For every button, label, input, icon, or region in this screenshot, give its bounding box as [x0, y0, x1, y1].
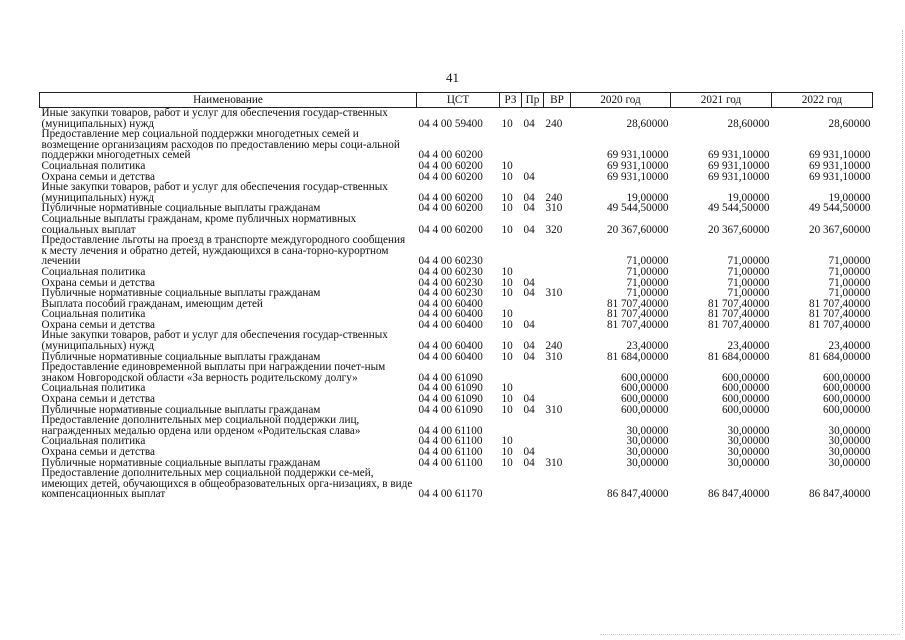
- cell-rz: [500, 468, 522, 500]
- cell-pr: 04: [523, 202, 535, 215]
- cell-2020: 23,40000: [626, 340, 669, 353]
- cell-pr: 04: [523, 191, 535, 204]
- cell-2022: 19,00000: [828, 191, 871, 204]
- table-row: [40, 362, 873, 383]
- cell-pr: [522, 415, 544, 436]
- cell-vr: 310: [545, 403, 563, 416]
- cell-vr: [544, 129, 571, 161]
- cell-2021: 81 707,40000: [707, 297, 770, 310]
- cell-cst: 04 4 00 60200: [418, 159, 483, 172]
- cell-cst: 04 4 00 61100: [418, 435, 483, 448]
- cell-rz: 10: [501, 318, 513, 331]
- cell-rz: 10: [501, 223, 513, 236]
- cell-2021: 30,00000: [727, 435, 770, 448]
- header-rz: РЗ: [500, 93, 522, 108]
- cell-vr: [544, 309, 571, 320]
- cell-2022: 600,00000: [822, 393, 871, 406]
- cell-cst: 04 4 00 61090: [418, 371, 483, 384]
- cell-2022: 69 931,10000: [808, 170, 871, 183]
- cell-2020: 71,00000: [626, 287, 669, 300]
- cell-rz: [500, 235, 522, 267]
- cell-2021: 20 367,60000: [707, 223, 770, 236]
- cell-pr: 04: [523, 340, 535, 353]
- cell-rz: 10: [501, 287, 513, 300]
- table-row: [40, 235, 873, 267]
- budget-table: [39, 92, 873, 500]
- cell-2020: 71,00000: [626, 255, 669, 268]
- cell-2022: 600,00000: [822, 382, 871, 395]
- cell-2021: 28,60000: [727, 117, 770, 130]
- cell-rz: 10: [501, 382, 513, 395]
- cell-2020: 81 707,40000: [606, 308, 669, 321]
- cell-vr: [544, 320, 571, 331]
- cell-name: Предоставление льготы на проезд в транспорте междугородного сообщения к месту лечения и обратно детей, нуждающихся в сана-торно-курортном лечении: [41, 234, 406, 268]
- cell-2022: 81 707,40000: [808, 318, 871, 331]
- cell-2020: 86 847,40000: [606, 488, 669, 501]
- cell-name: Предоставление мер социальной поддержки многодетных семей и возмещение организациям расходов по предоставлению меры соци-альной поддержки многодетных семей: [41, 128, 400, 162]
- page-number: 41: [446, 70, 459, 85]
- header-cst: ЦСТ: [417, 93, 500, 108]
- scan-bottom-mark: [600, 628, 900, 635]
- cell-2022: 81 707,40000: [808, 308, 871, 321]
- cell-2022: 71,00000: [828, 276, 871, 289]
- cell-vr: 310: [545, 287, 563, 300]
- header-2020: 2020 год: [571, 93, 671, 108]
- cell-cst: 04 4 00 60200: [418, 223, 483, 236]
- cell-rz: 10: [501, 308, 513, 321]
- cell-rz: 10: [501, 350, 513, 363]
- cell-rz: 10: [501, 435, 513, 448]
- cell-2022: 49 544,50000: [808, 202, 871, 215]
- cell-2022: 28,60000: [828, 117, 871, 130]
- cell-2021: 30,00000: [727, 456, 770, 469]
- cell-vr: [544, 172, 571, 183]
- cell-cst: 04 4 00 60230: [418, 287, 483, 300]
- cell-cst: 04 4 00 60400: [418, 297, 483, 310]
- cell-2022: 71,00000: [828, 287, 871, 300]
- cell-2021: 19,00000: [727, 191, 770, 204]
- cell-pr: 04: [523, 170, 535, 183]
- cell-name: Социальная политика: [41, 308, 146, 321]
- cell-cst: 04 4 00 61100: [418, 456, 483, 469]
- cell-name: Охрана семьи и детства: [41, 318, 155, 331]
- table-row: [40, 267, 873, 278]
- cell-2020: 600,00000: [620, 371, 669, 384]
- cell-2021: 23,40000: [727, 340, 770, 353]
- cell-pr: 04: [523, 287, 535, 300]
- cell-pr: [522, 235, 544, 267]
- cell-pr: 04: [523, 393, 535, 406]
- cell-vr: [544, 468, 571, 500]
- cell-2021: 71,00000: [727, 287, 770, 300]
- cell-name: Социальные выплаты гражданам, кроме публичных нормативных социальных выплат: [41, 212, 357, 236]
- cell-cst: 04 4 00 61100: [418, 446, 483, 458]
- cell-cst: 04 4 00 60230: [418, 276, 483, 289]
- cell-2020: 81 684,00000: [606, 350, 669, 363]
- cell-2020: 600,00000: [620, 393, 669, 406]
- cell-2021: 600,00000: [721, 371, 770, 384]
- cell-2021: 71,00000: [727, 255, 770, 268]
- cell-pr: [522, 468, 544, 500]
- cell-rz: 10: [501, 170, 513, 183]
- cell-2020: 600,00000: [620, 403, 669, 416]
- cell-name: Социальная политика: [41, 435, 146, 448]
- table-row: [40, 129, 873, 161]
- cell-2021: 81 684,00000: [707, 350, 770, 363]
- cell-2020: 69 931,10000: [606, 149, 669, 162]
- cell-vr: 320: [545, 223, 563, 236]
- cell-2020: 71,00000: [626, 265, 669, 278]
- table-row: [40, 182, 873, 203]
- cell-pr: [522, 299, 544, 310]
- cell-vr: 240: [545, 340, 563, 353]
- cell-pr: 04: [523, 350, 535, 363]
- table-body: [40, 108, 873, 500]
- cell-2022: 30,00000: [828, 424, 871, 437]
- cell-name: Публичные нормативные социальные выплаты гражданам: [41, 287, 321, 300]
- cell-2021: 71,00000: [727, 265, 770, 278]
- cell-vr: 240: [545, 117, 563, 130]
- cell-2020: 28,60000: [626, 117, 669, 130]
- cell-2021: 69 931,10000: [707, 149, 770, 162]
- cell-vr: [544, 235, 571, 267]
- cell-2021: 600,00000: [721, 382, 770, 395]
- cell-name: Публичные нормативные социальные выплаты гражданам: [41, 350, 321, 363]
- cell-vr: 310: [545, 202, 563, 215]
- cell-rz: 10: [501, 456, 513, 469]
- cell-rz: 10: [501, 159, 513, 172]
- cell-pr: 04: [523, 456, 535, 469]
- cell-cst: 04 4 00 60400: [418, 318, 483, 331]
- cell-pr: [522, 161, 544, 172]
- cell-vr: [544, 447, 571, 458]
- cell-name: Публичные нормативные социальные выплаты гражданам: [41, 456, 321, 469]
- cell-name: Охрана семьи и детства: [41, 276, 155, 289]
- cell-name: Социальная политика: [41, 265, 146, 278]
- cell-2022: 81 684,00000: [808, 350, 871, 363]
- cell-rz: 10: [501, 446, 513, 458]
- cell-cst: 04 4 00 61090: [418, 393, 483, 406]
- cell-name: Иные закупки товаров, работ и услуг для обеспечения государ-ственных (муниципальных) нужд: [41, 107, 388, 130]
- cell-2020: 69 931,10000: [606, 159, 669, 172]
- cell-2020: 71,00000: [626, 276, 669, 289]
- cell-name: Предоставление дополнительных мер социальной поддержки лиц, награжденных медалью ордена или орденом «Родительская слава»: [41, 414, 361, 437]
- cell-cst: 04 4 00 60200: [418, 149, 483, 162]
- cell-cst: 04 4 00 61170: [418, 488, 483, 501]
- cell-vr: [544, 299, 571, 310]
- cell-rz: 10: [501, 265, 513, 278]
- cell-2022: 30,00000: [828, 456, 871, 469]
- cell-2022: 30,00000: [828, 435, 871, 448]
- cell-2021: 86 847,40000: [707, 488, 770, 501]
- table-row: [40, 468, 873, 500]
- cell-name: Охрана семьи и детства: [41, 393, 155, 406]
- cell-2020: 81 707,40000: [606, 297, 669, 310]
- table-row: [40, 447, 873, 458]
- table-row: [40, 330, 873, 351]
- cell-name: Публичные нормативные социальные выплаты гражданам: [41, 202, 321, 215]
- cell-vr: [544, 415, 571, 436]
- cell-pr: [522, 362, 544, 383]
- header-pr: Пр: [522, 93, 544, 108]
- cell-name: Публичные нормативные социальные выплаты гражданам: [41, 403, 321, 416]
- cell-pr: 04: [523, 318, 535, 331]
- cell-cst: 04 4 00 60200: [418, 170, 483, 183]
- table-row: [40, 415, 873, 436]
- cell-2022: 23,40000: [828, 340, 871, 353]
- cell-2020: 49 544,50000: [606, 202, 669, 215]
- cell-rz: [500, 362, 522, 383]
- cell-pr: 04: [523, 403, 535, 416]
- cell-2022: 71,00000: [828, 255, 871, 268]
- cell-cst: 04 4 00 59400: [418, 117, 483, 130]
- cell-pr: 04: [523, 223, 535, 236]
- cell-2022: 86 847,40000: [808, 488, 871, 501]
- cell-2022: 30,00000: [828, 446, 871, 458]
- cell-2020: 30,00000: [626, 446, 669, 458]
- cell-2022: 71,00000: [828, 265, 871, 278]
- cell-2020: 30,00000: [626, 435, 669, 448]
- cell-2021: 69 931,10000: [707, 170, 770, 183]
- cell-name: Социальная политика: [41, 159, 146, 172]
- cell-2020: 600,00000: [620, 382, 669, 395]
- cell-name: Предоставление единовременной выплаты при награждении почет-ным знаком Новгородской области «За верность родительскому долгу»: [41, 361, 386, 384]
- cell-cst: 04 4 00 61100: [418, 424, 483, 437]
- cell-vr: 240: [545, 191, 563, 204]
- scan-edge-mark: [899, 30, 903, 630]
- cell-rz: 10: [501, 202, 513, 215]
- cell-vr: [544, 362, 571, 383]
- cell-2020: 30,00000: [626, 424, 669, 437]
- table-header-row: [40, 93, 873, 108]
- cell-name: Предоставление дополнительных мер социальной поддержки се-мей, имеющих детей, обучающихся в общеобразовательных орга-низациях, в виде компенсационных выплат: [41, 467, 413, 501]
- cell-vr: [544, 267, 571, 278]
- cell-cst: 04 4 00 60400: [418, 340, 483, 353]
- cell-2021: 81 707,40000: [707, 318, 770, 331]
- cell-2020: 69 931,10000: [606, 170, 669, 183]
- cell-rz: 10: [501, 191, 513, 204]
- cell-2020: 81 707,40000: [606, 318, 669, 331]
- table-row: [40, 161, 873, 172]
- table-row: [40, 108, 873, 130]
- header-2021: 2021 год: [671, 93, 772, 108]
- cell-2021: 71,00000: [727, 276, 770, 289]
- cell-rz: 10: [501, 393, 513, 406]
- cell-2021: 30,00000: [727, 446, 770, 458]
- cell-2021: 600,00000: [721, 393, 770, 406]
- cell-2021: 30,00000: [727, 424, 770, 437]
- cell-vr: [544, 383, 571, 394]
- cell-rz: [500, 415, 522, 436]
- cell-name: Выплата пособий гражданам, имеющим детей: [41, 297, 263, 310]
- cell-2022: 20 367,60000: [808, 223, 871, 236]
- cell-pr: [522, 267, 544, 278]
- cell-rz: 10: [501, 340, 513, 353]
- cell-cst: 04 4 00 60230: [418, 265, 483, 278]
- header-vr: ВР: [544, 93, 571, 108]
- cell-2021: 69 931,10000: [707, 159, 770, 172]
- cell-rz: 10: [501, 403, 513, 416]
- cell-2022: 69 931,10000: [808, 149, 871, 162]
- cell-cst: 04 4 00 60400: [418, 350, 483, 363]
- cell-cst: 04 4 00 60200: [418, 202, 483, 215]
- cell-2020: 20 367,60000: [606, 223, 669, 236]
- cell-name: Иные закупки товаров, работ и услуг для обеспечения государ-ственных (муниципальных) нужд: [41, 329, 388, 353]
- cell-2022: 600,00000: [822, 403, 871, 416]
- cell-cst: 04 4 00 61090: [418, 382, 483, 395]
- cell-name: Социальная политика: [41, 382, 146, 395]
- cell-cst: 04 4 00 60400: [418, 308, 483, 321]
- cell-pr: 04: [523, 117, 535, 130]
- header-name: Наименование: [40, 93, 417, 108]
- cell-2022: 600,00000: [822, 371, 871, 384]
- cell-2020: 30,00000: [626, 456, 669, 469]
- cell-2021: 81 707,40000: [707, 308, 770, 321]
- cell-rz: 10: [501, 276, 513, 289]
- cell-vr: [544, 161, 571, 172]
- cell-name: Иные закупки товаров, работ и услуг для обеспечения государ-ственных (муниципальных) нужд: [41, 181, 388, 204]
- cell-cst: 04 4 00 60200: [418, 191, 483, 204]
- cell-2022: 69 931,10000: [808, 159, 871, 172]
- cell-cst: 04 4 00 60230: [418, 255, 483, 268]
- cell-2020: 19,00000: [626, 191, 669, 204]
- cell-2021: 49 544,50000: [707, 202, 770, 215]
- cell-pr: [522, 129, 544, 161]
- cell-2021: 600,00000: [721, 403, 770, 416]
- cell-vr: 310: [545, 456, 563, 469]
- cell-name: Охрана семьи и детства: [41, 446, 155, 458]
- cell-pr: 04: [523, 276, 535, 289]
- cell-2022: 81 707,40000: [808, 297, 871, 310]
- cell-name: Охрана семьи и детства: [41, 170, 155, 183]
- cell-rz: [500, 129, 522, 161]
- cell-pr: 04: [523, 446, 535, 458]
- header-2022: 2022 год: [772, 93, 873, 108]
- table-row: [40, 214, 873, 235]
- cell-rz: 10: [501, 117, 513, 130]
- cell-vr: [544, 436, 571, 447]
- cell-cst: 04 4 00 61090: [418, 403, 483, 416]
- cell-vr: 310: [545, 350, 563, 363]
